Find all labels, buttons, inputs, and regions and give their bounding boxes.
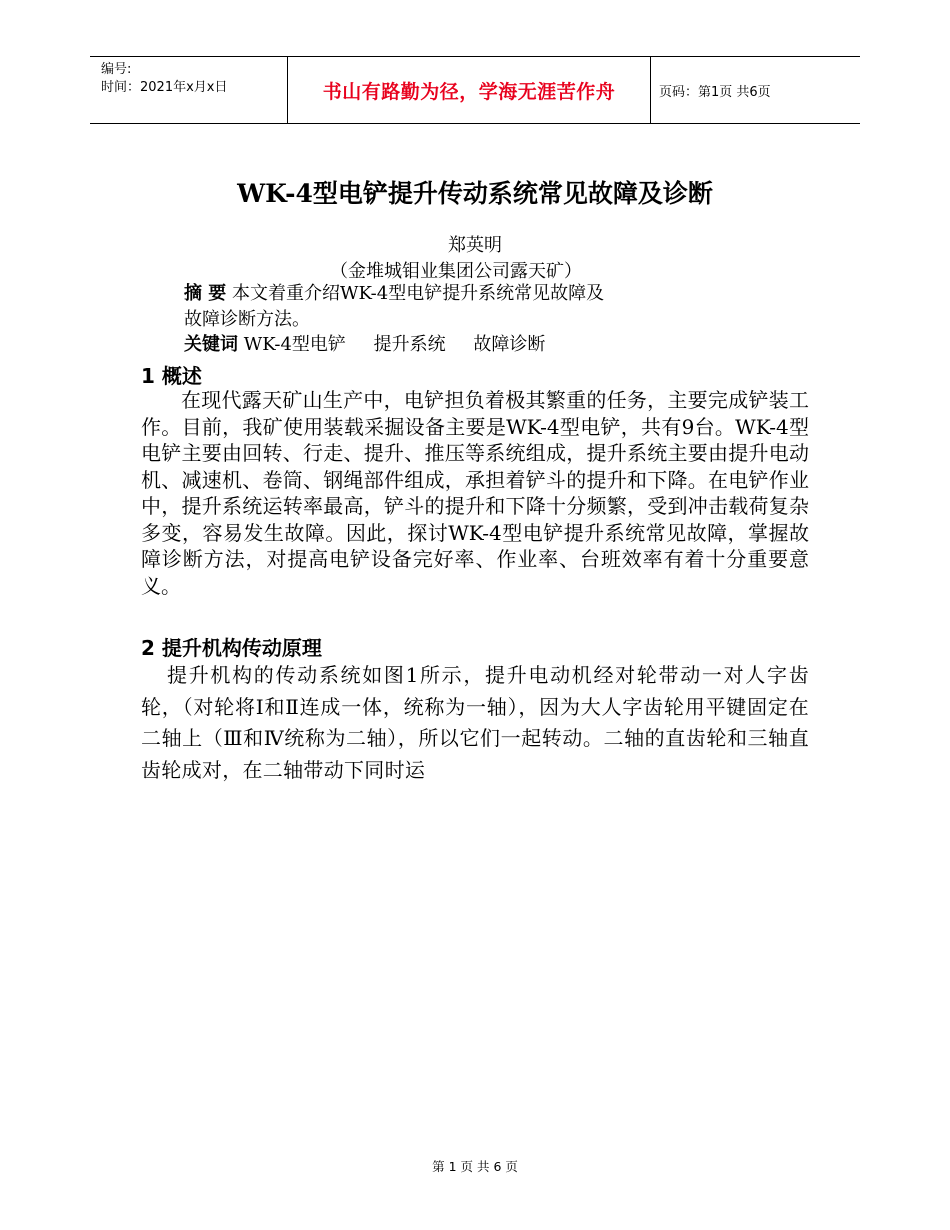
keyword-item: 提升系统 [373,334,446,355]
keywords-label: 关键词 [184,334,238,355]
article-affiliation: （金堆城钼业集团公司露天矿） [330,261,582,282]
page-header [90,56,860,124]
abstract-label: 摘 要 [184,283,227,304]
header-motto-cell [287,57,651,123]
doc-number-label: 编号: [101,62,132,77]
keywords-block [184,331,724,359]
abstract-block-cont [184,306,724,334]
header-page-info: 页码：第1页 共6页 [659,85,771,100]
doc-time: 时间：2021年x月x日 [101,80,228,95]
section-body: 在现代露天矿山生产中，电铲担负着极其繁重的任务，主要完成铲装工作。目前，我矿使用装载采掘设备主要是WK-4型电铲，共有9台。WK-4型电铲主要由回转、行走、提升、推压等系统组成，提升系统主要由提升电动机、减速机、卷筒、钢绳部件组成，承担着铲斗的提升和下降。在电铲作业中，提升系统运转率最高，铲斗的提升和下降十分频繁，受到冲击载荷复杂多变，容易发生故障。因此，探讨WK-4型电铲提升系统常见故障，掌握故障诊断方法，对提高电铲设备完好率、作业率、台班效率有着十分重要意义。 [141,388,809,598]
abstract-block [184,280,724,308]
keyword-item: WK-4型电铲 [243,334,346,355]
keyword-item: 故障诊断 [473,334,546,355]
section-heading: 2 提升机构传动原理 [141,636,322,660]
header-left-cell [90,57,287,123]
article-title: WK-4型电铲提升传动系统常见故障及诊断 [237,179,713,208]
header-page-info-cell [651,57,860,123]
article-author: 郑英明 [448,235,502,256]
section-heading: 1 概述 [141,364,202,388]
abstract-text-line1: 本文着重介绍WK-4型电铲提升系统常见故障及 [232,283,605,304]
abstract-text-line2: 故障诊断方法。 [184,309,310,330]
header-motto: 书山有路勤为径，学海无涯苦作舟 [322,80,616,103]
page-footer: 第 1 页 共 6 页 [432,1159,518,1174]
section-body: 提升机构的传动系统如图1所示，提升电动机经对轮带动一对人字齿轮，（对轮将Ⅰ和Ⅱ连成一体，统称为一轴），因为大人字齿轮用平键固定在二轴上（Ⅲ和Ⅳ统称为二轴），所以它们一起转动。二轴的直齿轮和三轴直齿轮成对，在二轴带动下同时运 [141,663,809,782]
